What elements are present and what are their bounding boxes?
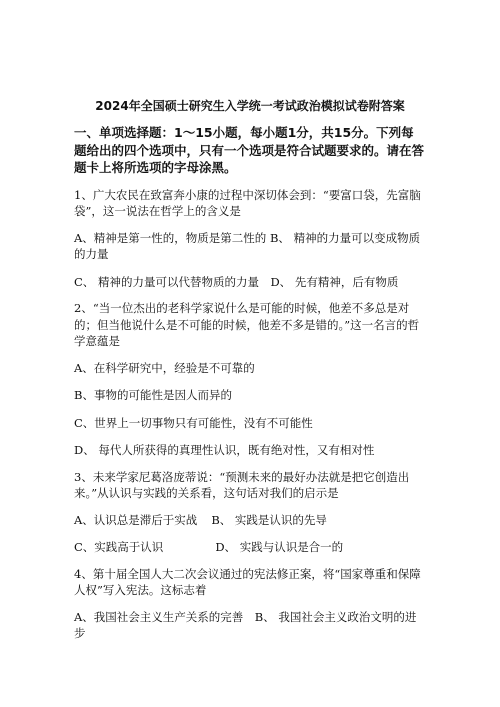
document-title: 2024年全国硕士研究生入学统一考试政治模拟试卷附答案	[95, 99, 405, 113]
question-4-options-ab: A、我国社会主义生产关系的完善 B、 我国社会主义政治文明的进步	[74, 609, 417, 640]
question-2-stem: 2、“当一位杰出的老科学家说什么是可能的时候，他差不多总是对的；但当他说什么是不可能的时候，他差不多是错的。”这一名言的哲学意蕴是	[74, 301, 420, 348]
question-1-stem: 1、广大农民在致富奔小康的过程中深切体会到：“要富口袋，先富脑袋”，这一说法在哲学上的含义是	[74, 187, 421, 218]
question-2-option-b: B、事物的可能性是因人而异的	[74, 388, 232, 402]
question-3-option-b: B、 实践是认识的先导	[211, 512, 327, 527]
question-2-option-d: D、 每代人所获得的真理性认识，既有绝对性，又有相对性	[74, 443, 375, 457]
section-heading: 一、单项选择题：1～15小题，每小题1分，共15分。下列每题给出的四个选项中，只有一个选项是符合试题要求的。请在答题卡上将所选项的字母涂黑。	[74, 125, 425, 175]
question-4-stem: 4、第十届全国人大二次会议通过的宪法修正案，将“国家尊重和保障人权”写入宪法。这标志着	[74, 566, 421, 597]
question-2-option-c: C、世界上一切事物只有可能性，没有不可能性	[74, 415, 313, 430]
question-3-option-d: D、 实践与认识是合一的	[215, 540, 344, 554]
question-3-options-cd	[74, 539, 426, 556]
question-3-stem: 3、未来学家尼葛洛庞蒂说：“预测未来的最好办法就是把它创造出来。”从认识与实践的关系看，这句话对我们的启示是	[74, 469, 410, 500]
question-1-options-cd: C、 精神的力量可以代替物质的力量 D、 先有精神，后有物质	[74, 274, 399, 289]
question-3-option-a: A、认识总是滞后于实战	[74, 512, 198, 527]
question-2-option-a: A、在科学研究中，经验是不可靠的	[74, 360, 255, 375]
question-1-options-ab: A、精神是第一性的，物质是第二性的 B、 精神的力量可以变成物质的力量	[74, 230, 421, 261]
question-3-option-c: C、实践高于认识	[74, 540, 164, 554]
question-3-options-ab	[74, 512, 426, 529]
